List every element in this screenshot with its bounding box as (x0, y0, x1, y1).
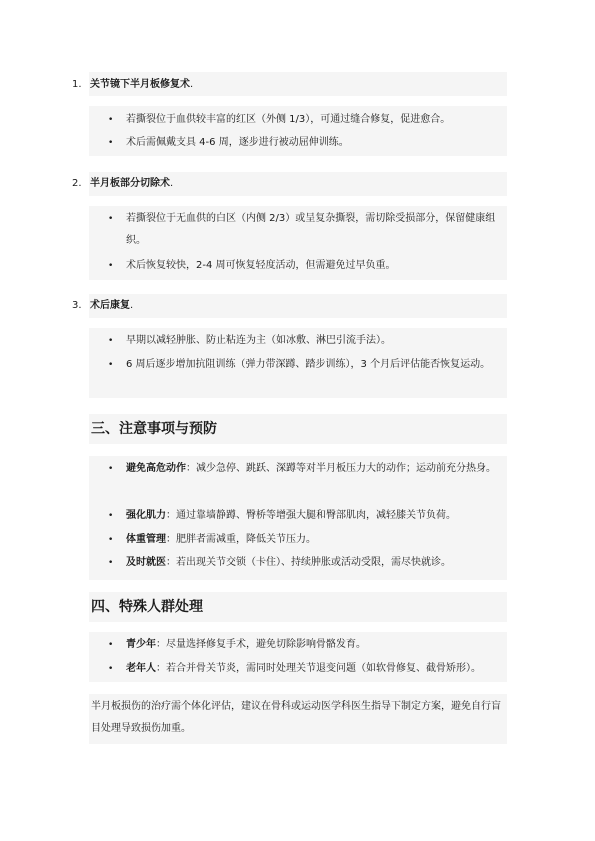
list-item (104, 552, 504, 574)
conclusion-paragraph: 半月板损伤的治疗需个体化评估，建议在骨科或运动医学科医生指导下制定方案，避免自行盲目处理导致损伤加重。 (91, 701, 501, 734)
list-item (104, 109, 504, 131)
list-item-text: ：若合并骨关节炎，需同时处理关节退变问题（如软骨修复、截骨矫形）。 (156, 663, 481, 674)
section-1-title-text: 关节镜下半月板修复术 (90, 79, 190, 90)
section-2-number: 2. (72, 178, 82, 189)
list-item-text: ：减少急停、跳跃、深蹲等对半月板压力大的动作；运动前充分热身。 (186, 463, 496, 474)
list-item-label: 及时就医 (126, 557, 166, 568)
list-item (104, 529, 504, 551)
notes-heading: 三、注意事项与预防 (91, 421, 217, 437)
list-item (104, 505, 504, 527)
band-s3-title (89, 294, 507, 318)
section-3-number: 3. (72, 300, 82, 311)
bullet-icon: • (108, 511, 114, 521)
list-item-label: 老年人 (126, 663, 156, 674)
bullet-icon: • (108, 115, 114, 125)
list-item-label: 强化肌力 (126, 510, 166, 521)
list-item-text: ：通过靠墙静蹲、臀桥等增强大腿和臀部肌肉，减轻膝关节负荷。 (166, 510, 456, 521)
section-1-number: 1. (72, 79, 82, 90)
section-2-title-text: 半月板部分切除术 (90, 178, 170, 189)
list-item-text: ：尽量选择修复手术，避免切除影响骨骼发育。 (156, 639, 366, 650)
bullet-icon: • (108, 535, 114, 545)
list-item-text: 术后需佩戴支具 4-6 周，逐步进行被动屈伸训练。 (126, 137, 349, 148)
list-item-text: 6 周后逐步增加抗阻训练（弹力带深蹲、踏步训练），3 个月后评估能否恢复运动。 (126, 359, 491, 370)
bullet-icon: • (108, 138, 114, 148)
bullet-icon: • (108, 214, 114, 224)
list-item (104, 132, 504, 154)
list-item-text: ：肥胖者需减重，降低关节压力。 (166, 534, 316, 545)
list-item-text: 术后恢复较快，2-4 周可恢复轻度活动，但需避免过早负重。 (126, 260, 396, 271)
list-item (104, 255, 504, 277)
list-item-label: 避免高危动作 (126, 463, 186, 474)
bullet-icon: • (108, 558, 114, 568)
list-item-text: 若撕裂位于血供较丰富的红区（外侧 1/3），可通过缝合修复，促进愈合。 (126, 114, 451, 125)
bullet-icon: • (108, 664, 114, 674)
list-item (104, 354, 504, 376)
bullet-icon: • (108, 261, 114, 271)
section-1-title-dot: . (190, 79, 194, 90)
list-item (104, 208, 504, 252)
list-item-label: 青少年 (126, 639, 156, 650)
section-3-title (72, 299, 133, 313)
section-3-title-text: 术后康复 (90, 300, 130, 311)
bullet-icon: • (108, 336, 114, 346)
bullet-icon: • (108, 360, 114, 370)
bullet-icon: • (108, 640, 114, 650)
list-item (104, 634, 504, 656)
section-1-title (72, 78, 193, 92)
section-3-title-dot: . (130, 300, 134, 311)
list-item (104, 330, 504, 352)
bullet-icon: • (108, 464, 114, 474)
list-item-text: 早期以减轻肿胀、防止粘连为主（如冰敷、淋巴引流手法）。 (126, 335, 391, 346)
list-item-text: 若撕裂位于无血供的白区（内侧 2/3）或呈复杂撕裂，需切除受损部分，保留健康组织。 (126, 213, 496, 246)
section-2-title (72, 177, 173, 191)
section-2-title-dot: . (170, 178, 174, 189)
list-item-label: 体重管理 (126, 534, 166, 545)
list-item (104, 658, 504, 680)
list-item-text: ：若出现关节交锁（卡住）、持续肿胀或活动受限，需尽快就诊。 (166, 557, 451, 568)
special-heading: 四、特殊人群处理 (91, 599, 203, 615)
list-item (104, 458, 504, 480)
